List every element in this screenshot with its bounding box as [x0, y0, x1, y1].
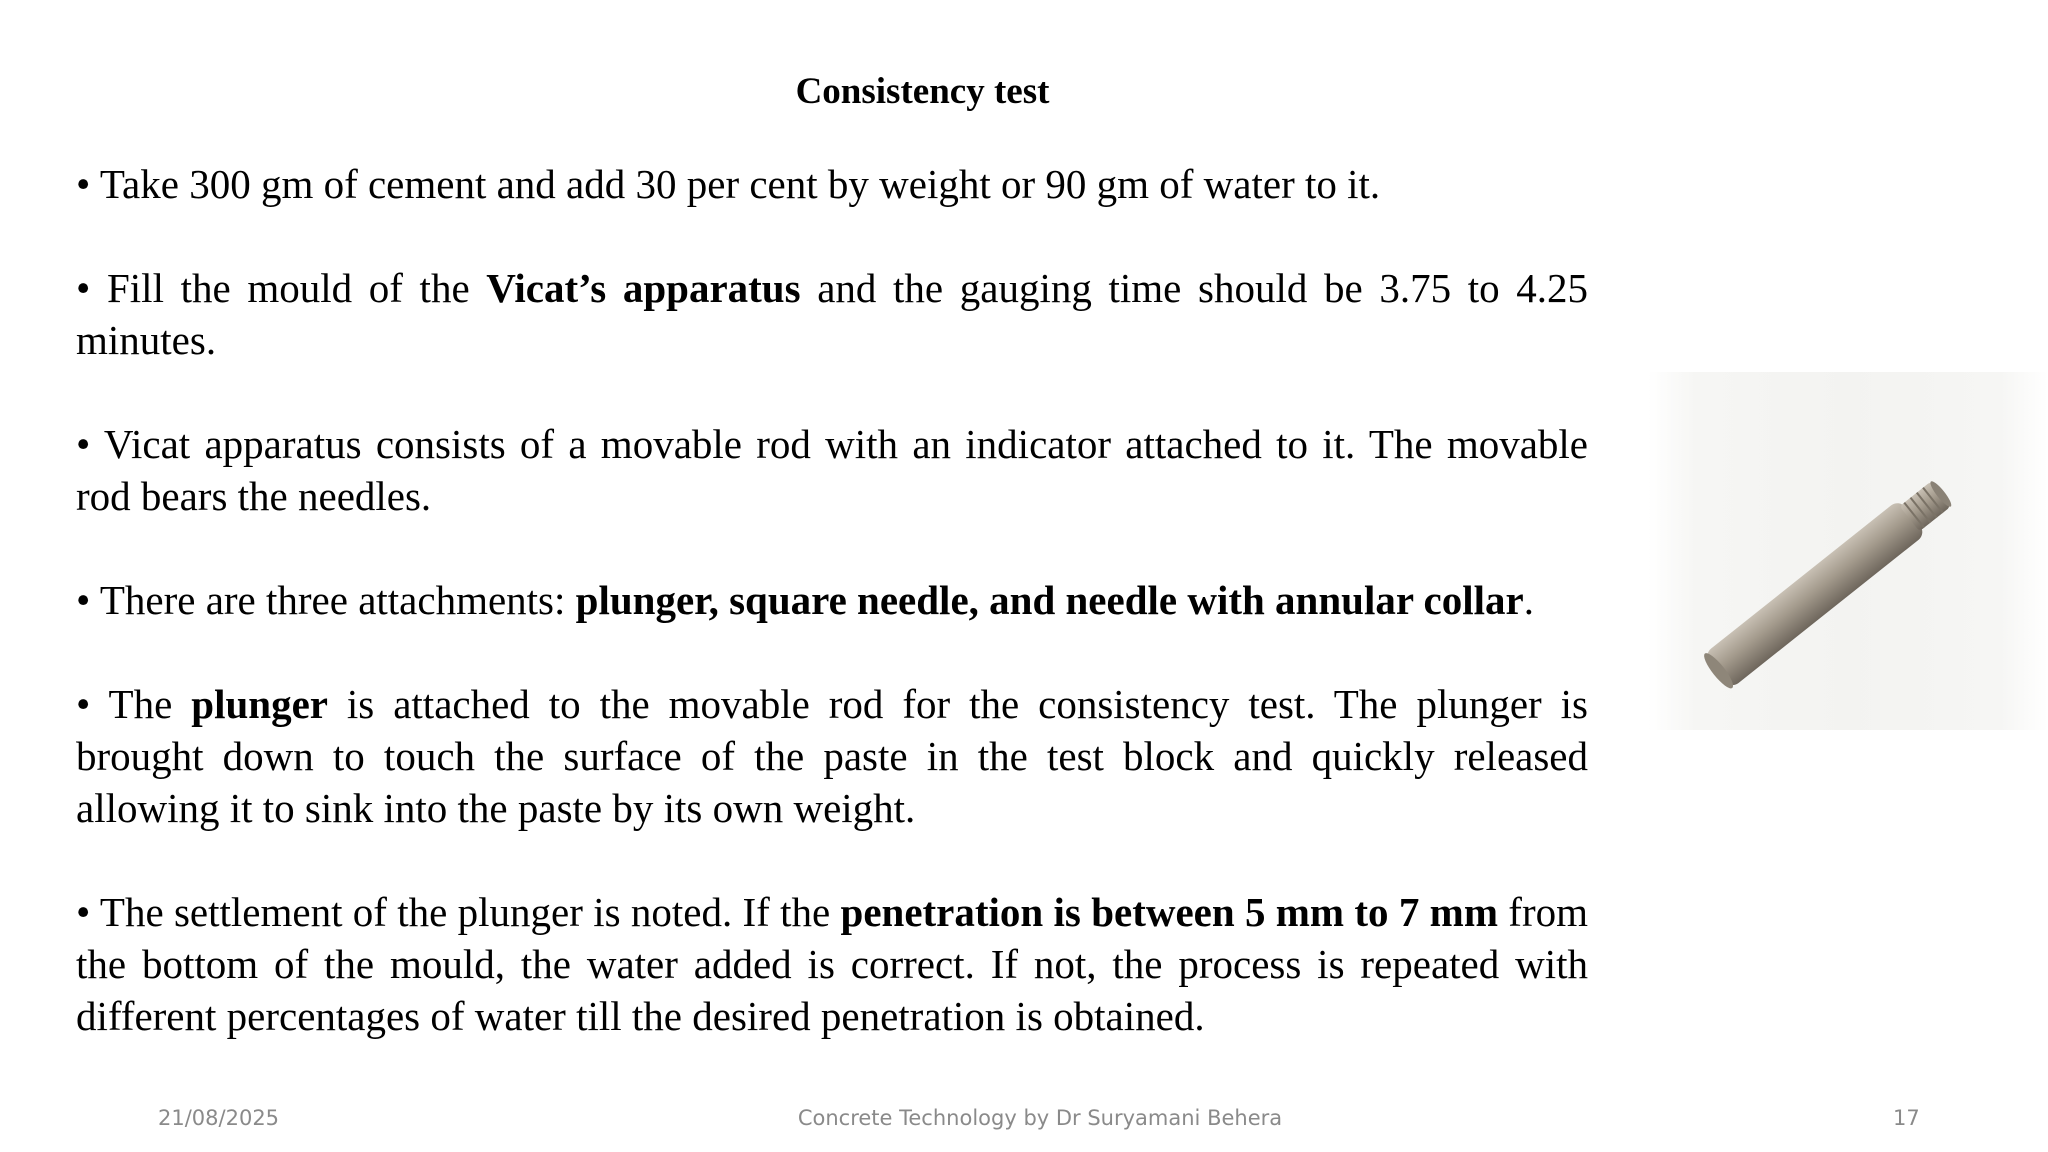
bullet-text: • The [76, 681, 192, 727]
footer-date: 21/08/2025 [158, 1106, 280, 1130]
bullet-text: • Fill the mould of the [76, 265, 487, 311]
bullet-text: • Vicat apparatus consists of a movable rod with an indicator attached to it. The movable rod bears the needles. [76, 421, 1588, 519]
bullet-bold-text: plunger, square needle, and needle with annular collar [575, 577, 1524, 623]
bullet-text: is attached to the movable rod for the consistency test. The plunger is brought down to touch the surface of the paste in the test block and quickly released allowing it to sink into the paste by its own weight. [76, 681, 1588, 831]
bullet-item [76, 886, 1588, 1042]
page-number: 17 [1893, 1106, 1920, 1130]
bullet-text: and the gauging time should be 3.75 to 4.25 minutes. [76, 265, 1588, 363]
bullet-bold-text: plunger [191, 681, 328, 727]
plunger-body [1703, 499, 1926, 689]
bullet-bold-text: penetration is between 5 mm to 7 mm [840, 889, 1498, 935]
bullet-item [76, 678, 1588, 834]
bullet-text: . [1523, 577, 1534, 623]
footer-title: Concrete Technology by Dr Suryamani Behera [797, 1106, 1283, 1130]
bullet-text: • There are three attachments: [76, 577, 576, 623]
bullet-text: from the bottom of the mould, the water added is correct. If not, the process is repeated with different percentages of water till the desired penetration is obtained. [76, 889, 1588, 1039]
bullet-bold-text: Vicat’s apparatus [486, 265, 801, 311]
bullet-item [76, 262, 1588, 366]
bullet-text: • The settlement of the plunger is noted. If the [76, 889, 841, 935]
plunger-rod-icon [1648, 372, 2048, 730]
slide-title: Consistency test [795, 71, 1050, 112]
vicat-plunger-image [1648, 372, 2048, 730]
bullet-item [76, 418, 1588, 522]
bullet-item [76, 574, 1588, 626]
bullet-item [76, 158, 1588, 210]
bullet-list [76, 158, 1588, 1042]
bullet-text: • Take 300 gm of cement and add 30 per cent by weight or 90 gm of water to it. [76, 161, 1381, 207]
